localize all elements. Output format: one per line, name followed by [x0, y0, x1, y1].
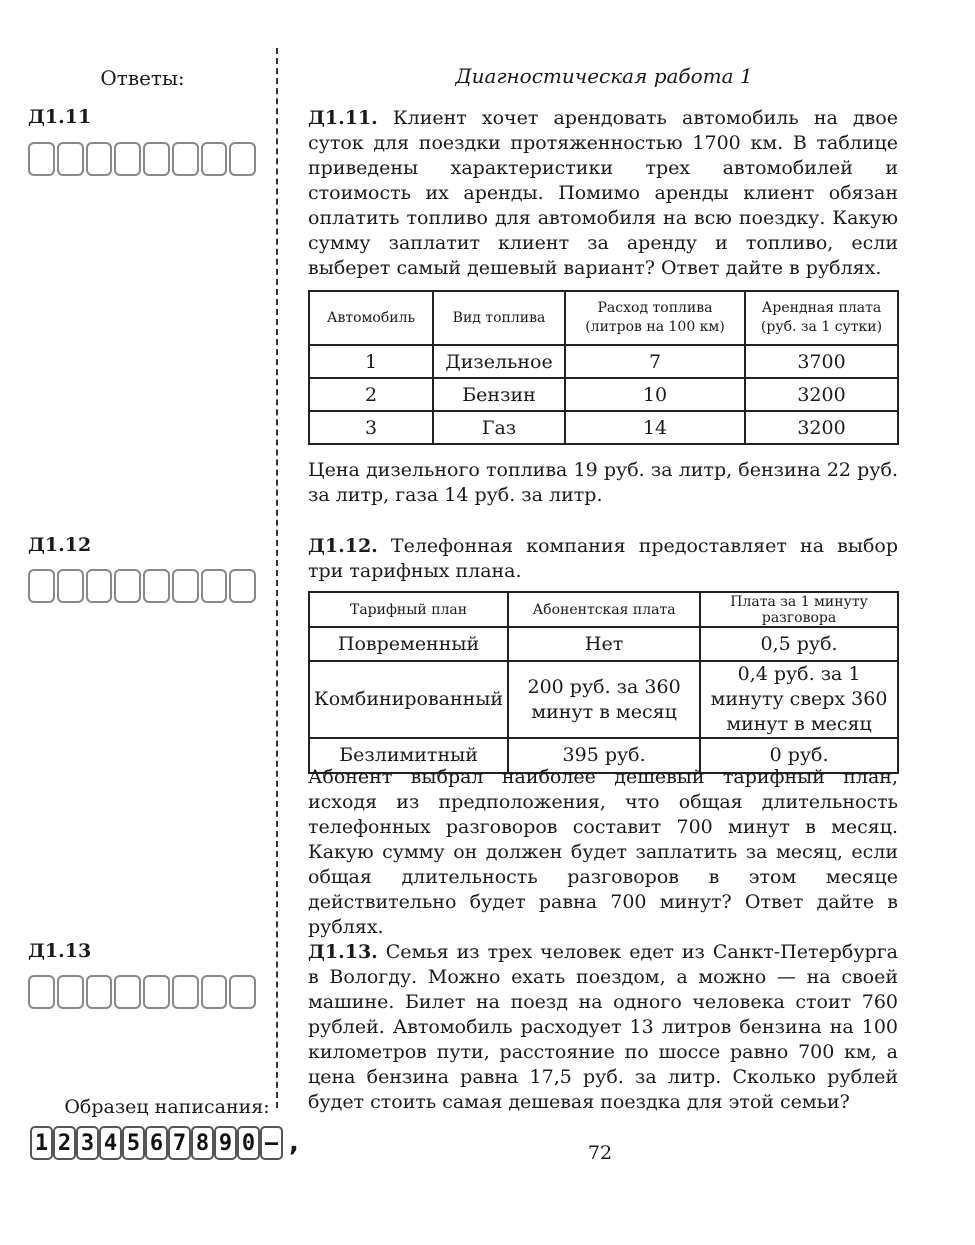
sample-glyph: 8 — [191, 1126, 214, 1160]
table-cell: 395 руб. — [508, 738, 700, 773]
sample-glyph: 5 — [122, 1126, 145, 1160]
problem-number: Д1.11. — [308, 107, 378, 129]
table-header: Тарифный план — [309, 592, 508, 627]
answer-cell[interactable] — [143, 975, 170, 1009]
table-cell: Газ — [433, 411, 565, 444]
table-cell: 10 — [565, 378, 745, 411]
answer-cell[interactable] — [57, 975, 84, 1009]
answer-cell[interactable] — [201, 975, 228, 1009]
table-header: Абонентская плата — [508, 592, 700, 627]
sample-writing — [30, 1126, 299, 1160]
answer-cell[interactable] — [114, 142, 141, 176]
answer-label-d1-11: Д1.11 — [28, 106, 92, 128]
answer-cell[interactable] — [28, 142, 55, 176]
table-cell: Нет — [508, 627, 700, 661]
problem-number: Д1.13. — [308, 941, 378, 963]
table-cell: Бензин — [433, 378, 565, 411]
answer-cell[interactable] — [86, 975, 113, 1009]
table-header: Арендная плата (руб. за 1 сутки) — [745, 291, 898, 345]
sample-glyph: 3 — [76, 1126, 99, 1160]
table-row — [309, 627, 898, 661]
car-rental-table — [308, 290, 899, 445]
sample-glyph: 0 — [237, 1126, 260, 1160]
answer-cell[interactable] — [57, 569, 84, 603]
problem-d1-12-question: Абонент выбрал наиболее дешевый тарифный план, исходя из предположения, что общая длительность телефонных разговоров составит 700 минут в месяц. Какую сумму он должен будет заплатить за месяц, если общая длительность разговоров в этом месяце действительно будет равна 700 минут? Ответ дайте в рублях. — [308, 766, 898, 938]
table-cell: 200 руб. за 360 минут в месяц — [508, 661, 700, 738]
sample-comma: , — [289, 1128, 299, 1158]
answer-cell[interactable] — [172, 975, 199, 1009]
cut-line-divider — [276, 48, 278, 1108]
answer-cell[interactable] — [143, 569, 170, 603]
table-header: Вид топлива — [433, 291, 565, 345]
answer-cell[interactable] — [229, 142, 256, 176]
table-cell: 3 — [309, 411, 433, 444]
answer-cell[interactable] — [57, 142, 84, 176]
answer-cell[interactable] — [201, 142, 228, 176]
sample-glyph: 6 — [145, 1126, 168, 1160]
answer-cell[interactable] — [114, 975, 141, 1009]
page-header: Диагностическая работа 1 — [455, 64, 753, 88]
answer-cell[interactable] — [229, 975, 256, 1009]
table-row — [309, 378, 898, 411]
table-cell: 2 — [309, 378, 433, 411]
answer-boxes-d1-13[interactable] — [28, 975, 256, 1013]
answers-title: Ответы: — [100, 66, 185, 90]
problem-d1-13 — [308, 940, 898, 1115]
problem-number: Д1.12. — [308, 535, 378, 557]
problem-text: Клиент хочет арендовать автомобиль на двое суток для поездки протяженностью 1700 км. В таблице приведены характеристики трех автомобилей и стоимость их аренды. Помимо аренды клиент обязан оплатить топливо для автомобиля на всю поездку. Какую сумму заплатит клиент за аренду и топливо, если выберет самый дешевый вариант? Ответ дайте в рублях. — [308, 107, 898, 279]
sample-glyph: 1 — [30, 1126, 53, 1160]
answer-cell[interactable] — [86, 142, 113, 176]
table-row — [309, 661, 898, 738]
answer-cell[interactable] — [229, 569, 256, 603]
problem-d1-12 — [308, 534, 898, 584]
answer-boxes-d1-11[interactable] — [28, 142, 256, 180]
table-cell: 3200 — [745, 411, 898, 444]
sample-glyph: 2 — [53, 1126, 76, 1160]
problem-d1-11-prices: Цена дизельного топлива 19 руб. за литр, бензина 22 руб. за литр, газа 14 руб. за литр. — [308, 459, 898, 506]
table-cell: 3200 — [745, 378, 898, 411]
sample-glyph: 4 — [99, 1126, 122, 1160]
table-cell: 1 — [309, 345, 433, 378]
answer-cell[interactable] — [28, 975, 55, 1009]
answer-cell[interactable] — [201, 569, 228, 603]
table-row — [309, 345, 898, 378]
answer-cell[interactable] — [172, 142, 199, 176]
answer-label-d1-13: Д1.13 — [28, 940, 92, 962]
table-cell: Безлимитный — [309, 738, 508, 773]
answer-cell[interactable] — [28, 569, 55, 603]
problem-text: Семья из трех человек едет из Санкт-Петербурга в Вологду. Можно ехать поездом, а можно — на своей машине. Билет на поезд на одного человека стоит 760 рублей. Автомобиль расходует 13 литров бензина на 100 километров пути, расстояние по шоссе равно 700 км, а цена бензина равна 17,5 руб. за литр. Сколько рублей будет стоить самая дешевая поездка для этой семьи? — [308, 941, 898, 1113]
table-header: Плата за 1 минуту разговора — [700, 592, 898, 627]
page-number: 72 — [587, 1142, 613, 1164]
phone-plans-table — [308, 591, 899, 774]
table-row — [309, 411, 898, 444]
table-header: Расход топлива (литров на 100 км) — [565, 291, 745, 345]
answer-cell[interactable] — [143, 142, 170, 176]
table-cell: 14 — [565, 411, 745, 444]
table-cell: 3700 — [745, 345, 898, 378]
sample-glyph: 9 — [214, 1126, 237, 1160]
table-cell: Повременный — [309, 627, 508, 661]
table-cell: Дизельное — [433, 345, 565, 378]
sample-glyph: 7 — [168, 1126, 191, 1160]
table-cell: Комбинированный — [309, 661, 508, 738]
answer-boxes-d1-12[interactable] — [28, 569, 256, 607]
table-cell: 0 руб. — [700, 738, 898, 773]
table-cell: 0,5 руб. — [700, 627, 898, 661]
answer-cell[interactable] — [86, 569, 113, 603]
sample-title: Образец написания: — [64, 1096, 270, 1118]
answer-cell[interactable] — [114, 569, 141, 603]
table-header: Автомобиль — [309, 291, 433, 345]
sample-glyph: – — [260, 1126, 283, 1160]
answer-label-d1-12: Д1.12 — [28, 534, 92, 556]
table-cell: 0,4 руб. за 1 минуту сверх 360 минут в месяц — [700, 661, 898, 738]
table-cell: 7 — [565, 345, 745, 378]
problem-d1-11 — [308, 106, 898, 281]
answer-cell[interactable] — [172, 569, 199, 603]
problem-text: Телефонная компания предоставляет на выбор три тарифных плана. — [308, 535, 898, 582]
